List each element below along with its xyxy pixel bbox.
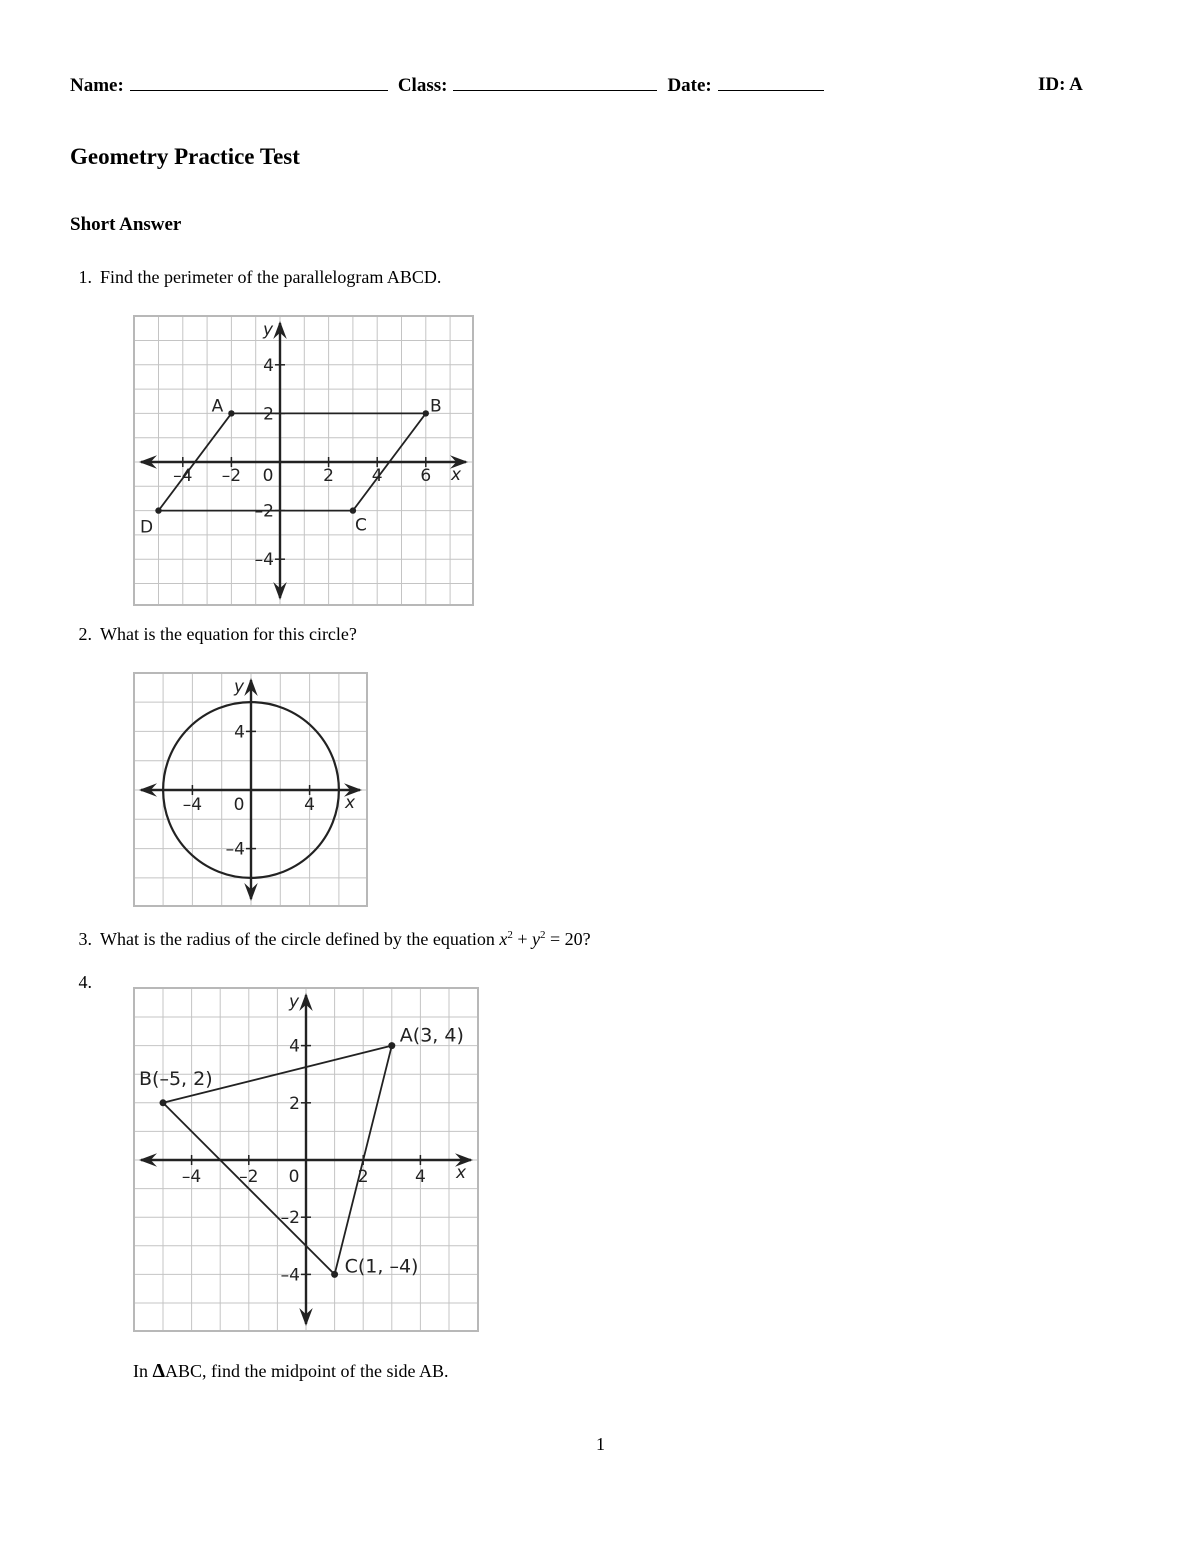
x-tick-label: 0: [262, 466, 274, 486]
x-tick-label: 0: [288, 1167, 300, 1187]
y-tick-label: 2: [289, 1093, 300, 1114]
vertex-label: A: [211, 396, 224, 417]
vertex-point: [160, 1099, 167, 1106]
x-tick-label: 2: [323, 466, 335, 486]
y-tick-label: –4: [280, 1265, 300, 1286]
x-tick-label: –2: [239, 1167, 259, 1187]
vertex-point: [350, 507, 356, 513]
exponent: 2: [540, 929, 546, 941]
y-tick-label: –4: [254, 550, 274, 571]
x-tick-label: 4: [304, 795, 316, 815]
question-1: [58, 267, 441, 288]
date-label: Date:: [667, 75, 712, 96]
date-blank[interactable]: [718, 74, 824, 91]
vertex-point: [331, 1271, 338, 1278]
var-y: y: [532, 929, 541, 949]
vertex-label: D: [139, 517, 154, 538]
vertex-point: [423, 410, 429, 416]
question-3: [58, 929, 591, 950]
name-blank[interactable]: [130, 74, 388, 91]
triangle-symbol: Δ: [152, 1360, 166, 1382]
vertex-label: B: [429, 396, 442, 417]
x-tick-label: –4: [173, 466, 193, 486]
page-number: 1: [596, 1434, 605, 1454]
triangle-graph-svg: [135, 989, 477, 1330]
class-blank[interactable]: [453, 74, 657, 91]
question-text: What is the radius of the circle defined by the equation: [100, 929, 500, 949]
y-axis-label: y: [262, 320, 274, 340]
page-title: Geometry Practice Test: [70, 144, 300, 169]
y-axis-label: y: [233, 677, 245, 697]
x-tick-label: 6: [420, 466, 432, 486]
prompt-text: ABC, find the midpoint of the side AB.: [165, 1361, 449, 1381]
question-2: [58, 624, 357, 645]
y-tick-label: 4: [263, 355, 274, 376]
exponent: 2: [507, 929, 513, 941]
question-text: What is the equation for this circle?: [100, 624, 357, 644]
parallelogram-graph-svg: [135, 317, 472, 604]
y-tick-label: 4: [289, 1036, 300, 1057]
triangle-graph: [133, 987, 479, 1332]
vertex-point: [155, 507, 161, 513]
x-tick-label: –2: [221, 466, 242, 486]
x-tick-label: 0: [233, 795, 245, 815]
class-label: Class:: [397, 75, 448, 96]
vertex-label: C(1, –4): [344, 1255, 419, 1278]
x-tick-label: 2: [357, 1167, 369, 1187]
question-4-prompt: [133, 1360, 449, 1383]
var-x: x: [499, 929, 508, 949]
vertex-label: B(–5, 2): [139, 1067, 213, 1090]
plus-sign: +: [512, 929, 533, 949]
circle-graph-svg: [135, 674, 366, 905]
y-tick-label: 4: [234, 722, 245, 743]
question-number: 3.: [78, 929, 92, 949]
y-tick-label: –2: [254, 501, 274, 522]
x-axis-label: x: [455, 1163, 467, 1183]
question-text-end: = 20?: [545, 929, 591, 949]
name-label: Name:: [70, 75, 124, 96]
y-tick-label: 2: [263, 404, 274, 425]
question-number: 2.: [78, 624, 92, 644]
section-heading: Short Answer: [70, 214, 182, 235]
x-tick-label: –4: [182, 795, 203, 815]
id-label: ID: A: [1038, 74, 1083, 95]
question-number: 4.: [78, 972, 92, 992]
x-tick-label: –4: [181, 1167, 202, 1187]
y-tick-label: –4: [225, 839, 245, 860]
header-row: [70, 74, 834, 97]
x-axis-label: x: [344, 793, 356, 813]
question-number: 1.: [78, 267, 92, 287]
y-tick-label: –2: [280, 1208, 300, 1229]
vertex-label: A(3, 4): [399, 1024, 464, 1047]
question-4: [58, 972, 100, 993]
vertex-label: C: [354, 515, 367, 536]
prompt-prefix: In: [133, 1361, 153, 1381]
x-tick-label: 4: [371, 466, 383, 486]
vertex-point: [228, 410, 234, 416]
vertex-point: [388, 1042, 395, 1049]
x-axis-label: x: [450, 465, 462, 485]
x-tick-label: 4: [414, 1167, 426, 1187]
parallelogram-graph: [133, 315, 474, 606]
circle-graph: [133, 672, 368, 907]
y-axis-label: y: [288, 992, 300, 1012]
question-text: Find the perimeter of the parallelogram ABCD.: [100, 267, 442, 287]
